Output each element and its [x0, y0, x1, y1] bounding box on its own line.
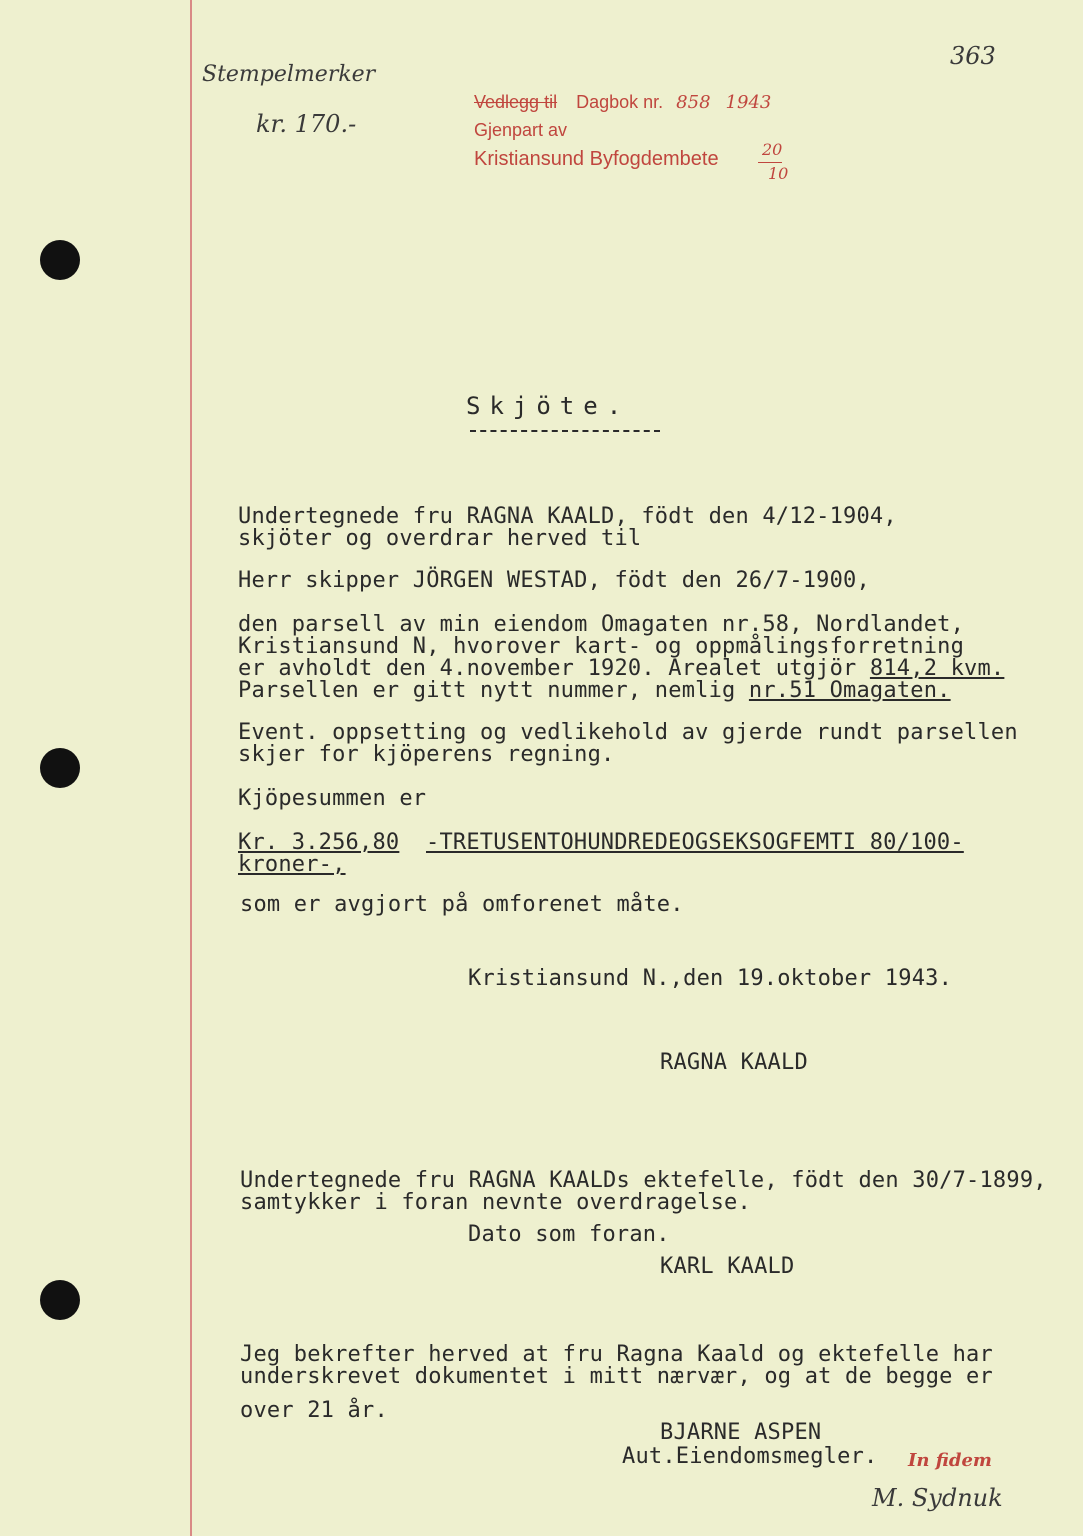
signature-spouse: KARL KAALD	[660, 1254, 795, 1279]
p9-line2: underskrevet dokumentet i mitt nærvær, og at de begge er	[240, 1364, 993, 1389]
p4-line2: skjer for kjöperens regning.	[238, 742, 615, 767]
official-signature: M. Sydnuk	[872, 1484, 1003, 1512]
punch-hole-bottom	[40, 1280, 80, 1320]
area-value: 814,2 kvm.	[869, 656, 1005, 681]
purchase-sum-label: Kjöpesummen er	[238, 786, 427, 811]
signature-seller: RAGNA KAALD	[660, 1050, 808, 1075]
p4-line1: Event. oppsetting og vedlikehold av gjerde rundt parsellen	[238, 720, 1018, 745]
stamp-amount-note: kr. 170.-	[256, 110, 357, 138]
journal-number: 858	[676, 92, 711, 113]
p3-line3-text: er avholdt den 4.november 1920. Arealet utgjör	[238, 656, 870, 681]
p8-line1: Undertegnede fru RAGNA KAALDs ektefelle, födt den 30/7-1899,	[240, 1168, 1047, 1193]
signature-broker: BJARNE ASPEN	[660, 1420, 822, 1445]
margin-line	[190, 0, 192, 1536]
signature-broker-title: Aut.Eiendomsmegler.	[622, 1444, 878, 1469]
journal-year: 1943	[725, 92, 772, 113]
page-number: 363	[950, 42, 996, 70]
p1-line1: Undertegnede fru RAGNA KAALD, födt den 4/12-1904,	[238, 504, 897, 529]
punch-hole-top	[40, 240, 80, 280]
stamp-date-numerator: 20	[762, 140, 783, 159]
purchase-amount-currency: kroner-,	[238, 852, 346, 877]
in-fidem-stamp: In fidem	[908, 1450, 992, 1471]
stamp-struck-text: Vedlegg til	[474, 92, 558, 112]
purchase-amount: Kr. 3.256,80	[238, 830, 400, 855]
punch-hole-middle	[40, 748, 80, 788]
new-number: nr.51 Omagaten.	[748, 678, 951, 703]
p9-line3: over 21 år.	[240, 1398, 388, 1423]
p3-line4-text: Parsellen er gitt nytt nummer, nemlig	[238, 678, 749, 703]
stamp-date-denominator: 10	[768, 164, 789, 183]
stamp-line1	[474, 92, 771, 113]
purchase-amount-words: -TRETUSENTOHUNDREDEOGSEKSOGFEMTI 80/100-	[426, 830, 964, 855]
settlement-line: som er avgjort på omforenet måte.	[240, 892, 684, 917]
stamp-date-divider	[758, 162, 782, 163]
p3-line4	[238, 678, 951, 703]
p3-line1: den parsell av min eiendom Omagaten nr.58, Nordlandet,	[238, 612, 965, 637]
document-title: Skjöte.	[466, 392, 631, 420]
stamp-line3: Kristiansund Byfogdembete	[474, 148, 719, 170]
p3-line2: Kristiansund N, hvorover kart- og oppmålingsforretning	[238, 634, 965, 659]
title-underline	[470, 430, 660, 432]
stamp-dagbok-label: Dagbok nr.	[576, 92, 664, 112]
p8-line3: Dato som foran.	[468, 1222, 670, 1247]
p1-line2: skjöter og overdrar herved til	[238, 526, 642, 551]
buyer-line: Herr skipper JÖRGEN WESTAD, födt den 26/7-1900,	[238, 568, 870, 593]
p8-line2: samtykker i foran nevnte overdragelse.	[240, 1190, 751, 1215]
stamp-label-note: Stempelmerker	[202, 62, 376, 87]
p9-line1: Jeg bekrefter herved at fru Ragna Kaald og ektefelle har	[240, 1342, 993, 1367]
place-date: Kristiansund N.,den 19.oktober 1943.	[468, 966, 953, 991]
stamp-line2: Gjenpart av	[474, 120, 568, 140]
